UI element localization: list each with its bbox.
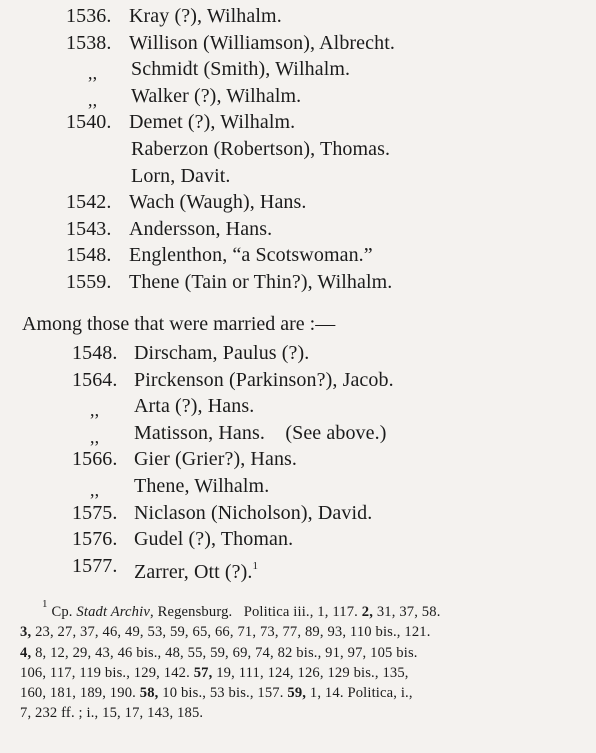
volume-pages: 31, 37, 58.: [376, 604, 441, 620]
entry-year: 1548.: [72, 342, 118, 364]
footnote-cp: Cp.: [51, 604, 73, 620]
entry-name-text: Zarrer, Ott (?).: [134, 560, 253, 583]
list-item: [0, 473, 596, 500]
footnote-line: [20, 622, 586, 642]
entry-year: 1564.: [72, 368, 118, 391]
ditto-mark: ,,: [90, 426, 100, 447]
married-intro: Among those that were married are :—: [22, 313, 336, 335]
list-item: [0, 83, 596, 110]
entry-name: Raberzon (Robertson), Thomas.: [131, 137, 391, 160]
ditto-mark: ,,: [90, 400, 100, 421]
list-item: [0, 269, 596, 296]
volume-pages: 7, 232 ff. ; i., 15, 17, 143, 185.: [20, 705, 204, 722]
footnote-source-rest: , Regensburg. Politica iii., 1, 117.: [149, 604, 358, 620]
volume-number: 58,: [139, 685, 159, 702]
list-item: [0, 553, 596, 583]
ditto-mark: ,,: [88, 63, 98, 84]
list-item: [0, 340, 596, 367]
list-item: [0, 420, 596, 447]
volume-pages: 23, 27, 37, 46, 49, 53, 59, 65, 66, 71, 73, 77, 89, 93, 110 bis., 121.: [35, 624, 431, 641]
volume-pages: 1, 14.: [309, 685, 344, 702]
entry-name: Gier (Grier?), Hans.: [134, 448, 298, 471]
footnote-line: [20, 683, 586, 703]
entry-name: Lorn, Davit.: [131, 164, 231, 187]
volume-pages: Politica, i.,: [347, 685, 413, 702]
volume-number: 4,: [20, 644, 32, 661]
volume-pages: 8, 12, 29, 43, 46 bis., 48, 55, 59, 69, 74, 82 bis., 91, 97, 105 bis.: [35, 644, 418, 661]
volume-number: 59,: [287, 685, 307, 702]
volume-pages: 19, 111, 124, 126, 129 bis., 135,: [216, 664, 409, 681]
married-list: [0, 340, 596, 583]
entry-year: 1559.: [66, 270, 112, 293]
entry-name: [134, 553, 258, 586]
entry-name: Thene, Wilhalm.: [134, 474, 270, 497]
entry-name: Niclason (Nicholson), David.: [134, 501, 373, 524]
entry-year: 1575.: [72, 501, 118, 524]
entry-year: 1536.: [66, 5, 112, 27]
volume-number: 2,: [361, 604, 374, 620]
entry-year: 1576.: [72, 528, 118, 551]
entry-year: 1577.: [72, 554, 118, 577]
footnote-line: [20, 703, 586, 723]
list-item: [0, 526, 596, 553]
entry-name: Thene (Tain or Thin?), Wilhalm.: [129, 270, 393, 293]
entry-year: 1542.: [66, 191, 112, 214]
entry-name: Walker (?), Wilhalm.: [131, 84, 302, 107]
entry-year: 1543.: [66, 217, 112, 240]
entry-name: Gudel (?), Thoman.: [134, 528, 294, 551]
footnote-source-title: Stadt Archiv: [76, 604, 150, 620]
list-item: [0, 242, 596, 269]
footnote-line: [20, 594, 586, 622]
entry-year: 1566.: [72, 448, 118, 471]
footnote-line: [20, 663, 586, 683]
entry-name: Englenthon, “a Scotswoman.”: [129, 244, 373, 267]
volume-pages: 160, 181, 189, 190.: [20, 685, 136, 702]
list-item: [0, 216, 596, 243]
entry-name: Andersson, Hans.: [129, 217, 273, 240]
entry-name: Schmidt (Smith), Wilhalm.: [131, 58, 351, 81]
list-item: [0, 30, 596, 57]
entry-name: Kray (?), Wilhalm.: [129, 5, 282, 27]
entry-year: 1548.: [66, 244, 112, 267]
entry-name: Arta (?), Hans.: [134, 395, 255, 418]
list-item: [0, 367, 596, 394]
entry-name: Dirscham, Paulus (?).: [134, 342, 310, 364]
list-item: [0, 109, 596, 136]
entry-year: 1538.: [66, 31, 112, 54]
list-item: [0, 446, 596, 473]
list-item: [0, 56, 596, 83]
entries-list: [0, 3, 596, 296]
footnote-line: [20, 643, 586, 663]
volume-pages: 106, 117, 119 bis., 129, 142.: [20, 664, 190, 681]
list-item: [0, 3, 596, 30]
footnote-mark: 1: [42, 598, 48, 610]
list-item: [0, 393, 596, 420]
list-item: [0, 136, 596, 163]
volume-number: 57,: [193, 664, 213, 681]
entry-name: Wach (Waugh), Hans.: [129, 191, 307, 214]
footnote: [20, 594, 586, 724]
entry-name: Matisson, Hans. (See above.): [134, 421, 387, 444]
entry-name: Demet (?), Wilhalm.: [129, 111, 296, 134]
footnote-reference[interactable]: 1: [252, 559, 259, 572]
ditto-mark: ,,: [90, 479, 100, 500]
list-item: [0, 163, 596, 190]
entry-year: 1540.: [66, 111, 112, 134]
entry-name: Pirckenson (Parkinson?), Jacob.: [134, 368, 394, 391]
volume-number: 3,: [20, 624, 32, 641]
ditto-mark: ,,: [88, 89, 98, 110]
volume-pages: 10 bis., 53 bis., 157.: [162, 685, 284, 702]
list-item: [0, 189, 596, 216]
entry-name: Willison (Williamson), Albrecht.: [129, 31, 395, 54]
list-item: [0, 500, 596, 527]
